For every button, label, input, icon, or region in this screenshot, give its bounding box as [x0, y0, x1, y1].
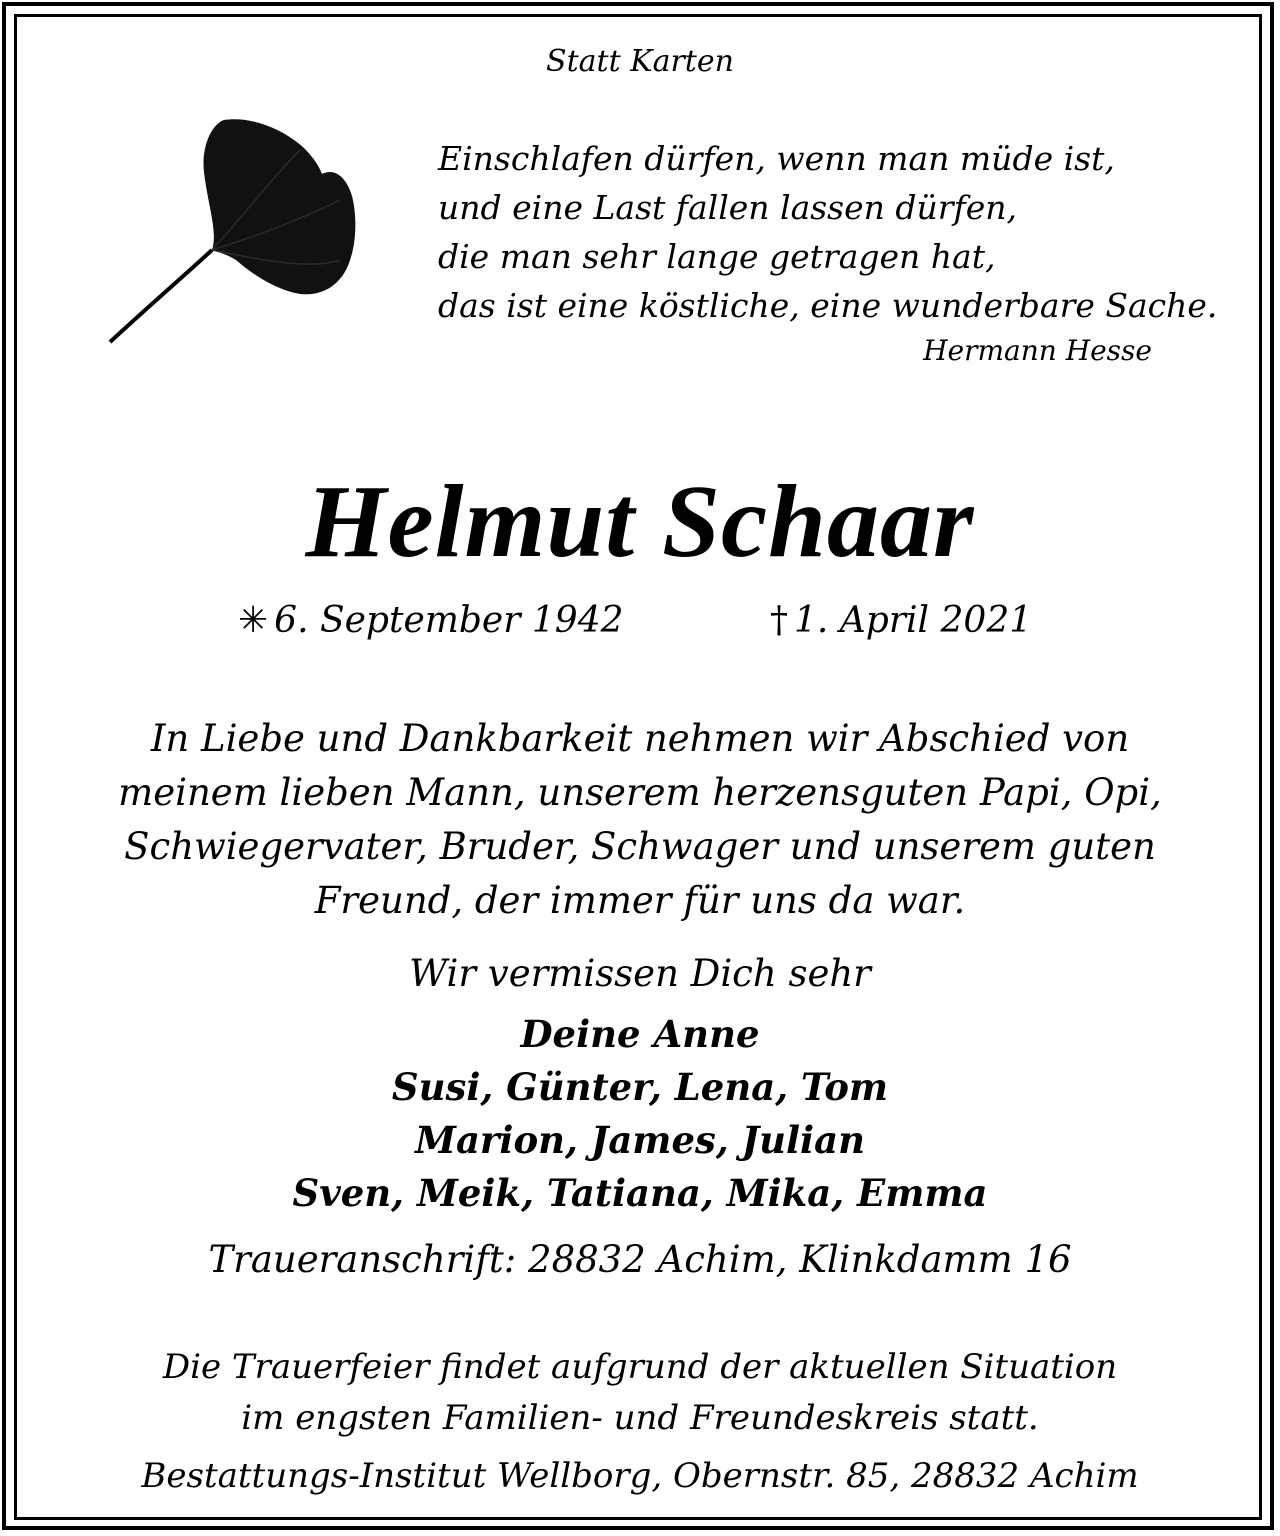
- mourning-text: [0, 712, 1280, 928]
- mourning-line: meinem lieben Mann, unserem herzensguten Papi, Opi,: [118, 771, 1162, 814]
- death-cross-icon: †: [770, 600, 788, 641]
- undertaker-info: Bestattungs-Institut Wellborg, Obernstr. 85, 28832 Achim: [141, 1456, 1139, 1496]
- poem-line: Einschlafen dürfen, wenn man müde ist,: [438, 139, 1115, 178]
- poem-line: und eine Last fallen lassen dürfen,: [438, 188, 1018, 227]
- birth-date-text: 6. September 1942: [274, 600, 624, 641]
- ginkgo-leaf-icon: [100, 110, 360, 350]
- family-names: [0, 1008, 1280, 1220]
- ceremony-line: Die Trauerfeier findet aufgrund der aktuellen Situation: [162, 1347, 1118, 1387]
- poem-line: die man sehr lange getragen hat,: [438, 237, 996, 276]
- mourning-line: In Liebe und Dankbarkeit nehmen wir Abschied von: [150, 717, 1130, 760]
- poem-author: Hermann Hesse: [923, 334, 1152, 367]
- statt-karten-heading: Statt Karten: [546, 44, 734, 79]
- family-name-line: Marion, James, Julian: [415, 1118, 865, 1162]
- poem-line: das ist eine köstliche, eine wunderbare Sache.: [438, 286, 1218, 325]
- mourning-line: Freund, der immer für uns da war.: [314, 879, 966, 922]
- deceased-name: Helmut Schaar: [305, 464, 975, 579]
- birth-date: [238, 600, 624, 641]
- death-date-text: 1. April 2021: [794, 600, 1033, 641]
- birth-star-icon: ✳: [238, 600, 269, 641]
- poem-quote: [438, 134, 1217, 330]
- mourning-line: Schwiegervater, Bruder, Schwager und unserem guten: [124, 825, 1156, 868]
- ceremony-line: im engsten Familien- und Freundeskreis statt.: [241, 1398, 1039, 1438]
- miss-line: Wir vermissen Dich sehr: [409, 952, 871, 995]
- family-name-line: Deine Anne: [520, 1012, 760, 1056]
- family-name-line: Sven, Meik, Tatiana, Mika, Emma: [292, 1171, 988, 1215]
- death-date: [770, 600, 1032, 641]
- mourning-address: Traueranschrift: 28832 Achim, Klinkdamm 16: [208, 1238, 1072, 1281]
- family-name-line: Susi, Günter, Lena, Tom: [391, 1065, 889, 1109]
- ceremony-notice: [0, 1342, 1280, 1444]
